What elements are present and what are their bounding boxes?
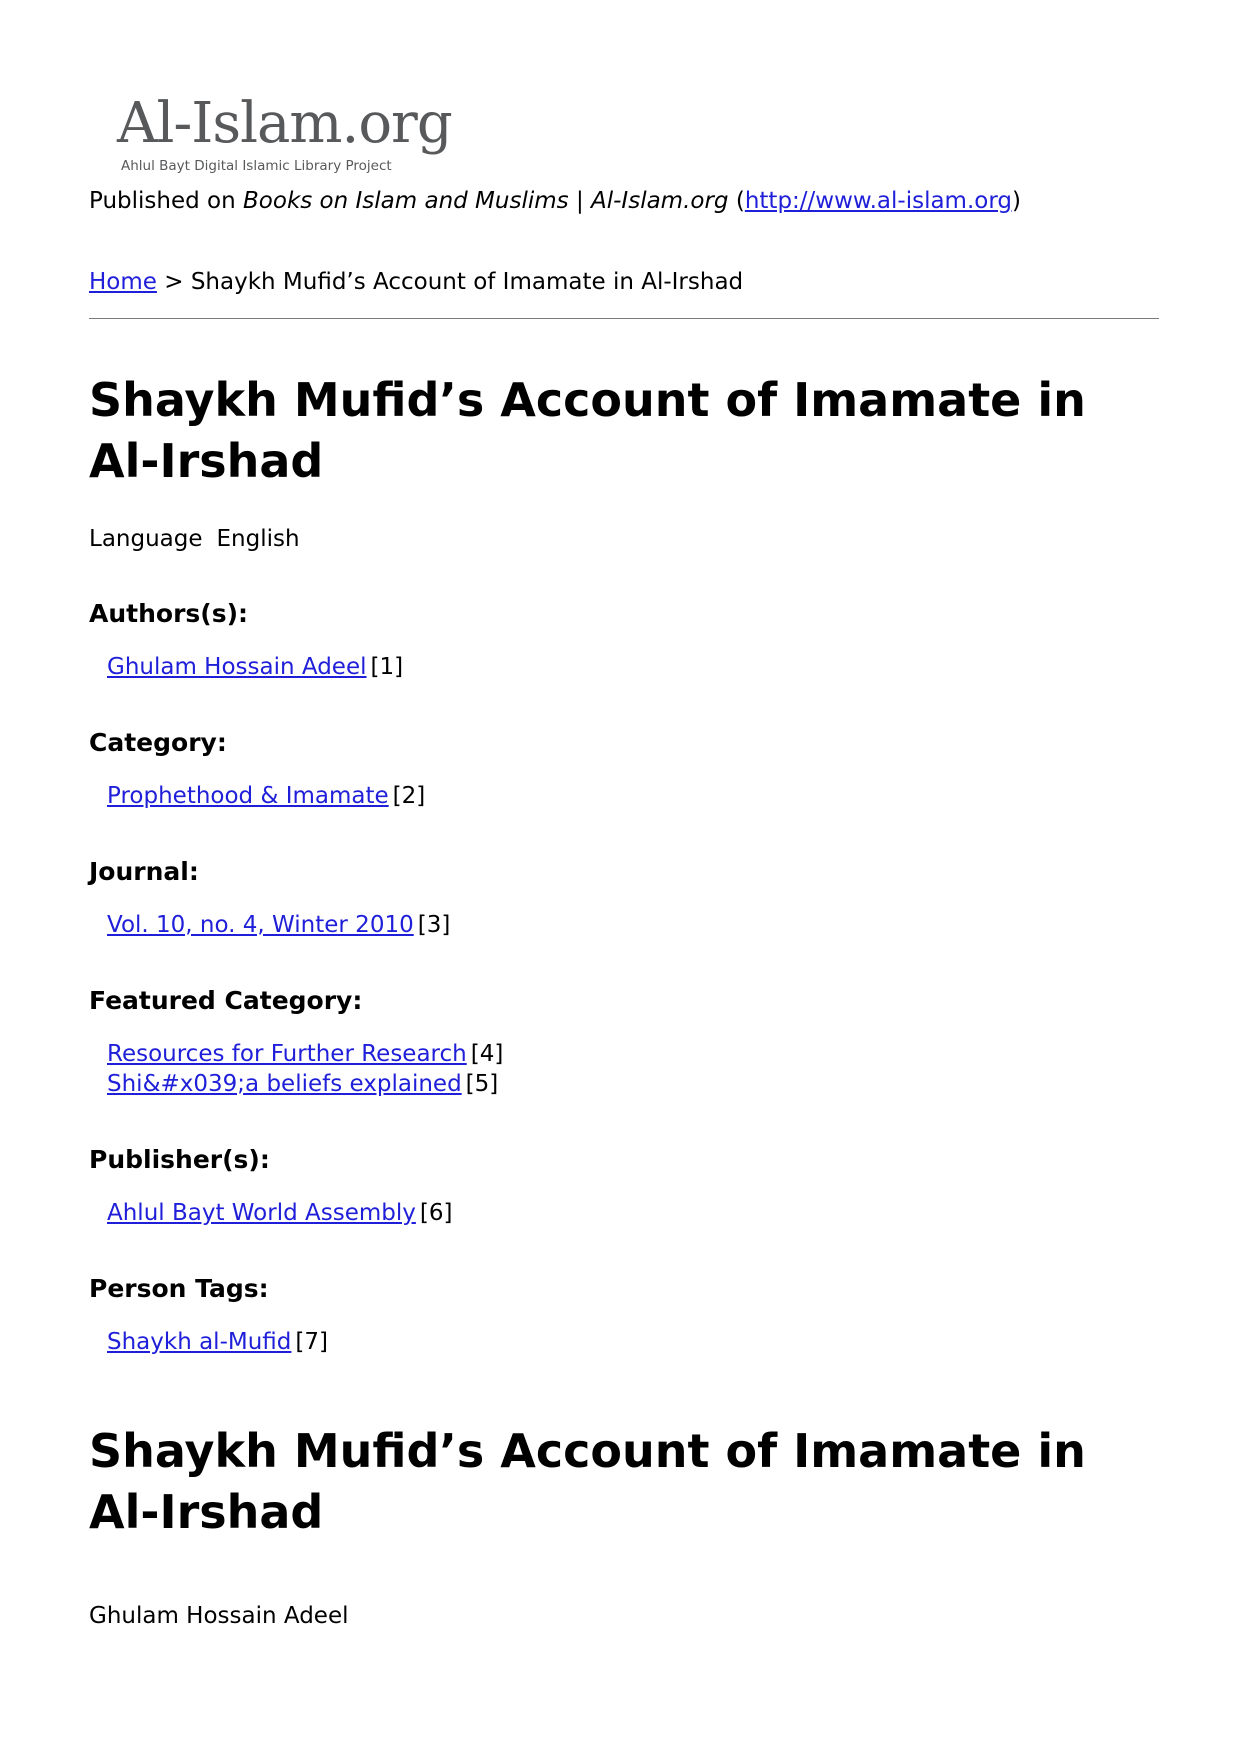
authors-label: Authors(s):	[89, 599, 249, 628]
language-row	[89, 524, 300, 554]
logo-tagline: Ahlul Bayt Digital Islamic Library Project	[121, 158, 392, 174]
category-label: Category:	[89, 728, 227, 757]
published-on-line	[89, 186, 1021, 216]
published-url-link[interactable]: http://www.al-islam.org	[744, 188, 1013, 214]
journal-ref: [3]	[417, 912, 451, 938]
featured-category-label: Featured Category:	[89, 986, 363, 1015]
site-logo[interactable]	[117, 92, 477, 178]
person-tags-label: Person Tags:	[89, 1274, 269, 1303]
language-value: English	[216, 526, 300, 552]
logo-wordmark: Al-Islam.org	[117, 91, 452, 156]
authors-item	[107, 652, 403, 682]
page-title: Shaykh Mufid’s Account of Imamate in Al-Irshad	[89, 373, 1086, 488]
featured-category-item	[107, 1069, 498, 1099]
published-close-paren: )	[1012, 188, 1021, 214]
person-tag-link[interactable]: Shaykh al-Mufid	[107, 1329, 292, 1355]
publisher-link[interactable]: Ahlul Bayt World Assembly	[107, 1200, 416, 1226]
breadcrumb-home-link[interactable]: Home	[89, 269, 157, 295]
language-label: Language	[89, 526, 203, 552]
person-tags-item	[107, 1327, 328, 1357]
published-open-paren: (	[728, 188, 745, 214]
person-tag-ref: [7]	[295, 1329, 328, 1355]
breadcrumb	[89, 267, 743, 297]
journal-item	[107, 910, 450, 940]
featured-category-ref: [4]	[470, 1041, 504, 1067]
publishers-label: Publisher(s):	[89, 1145, 270, 1174]
author-link[interactable]: Ghulam Hossain Adeel	[107, 654, 367, 680]
category-item	[107, 781, 425, 811]
featured-category-link[interactable]: Resources for Further Research	[107, 1041, 467, 1067]
body-title: Shaykh Mufid’s Account of Imamate in Al-Irshad	[89, 1424, 1086, 1539]
publishers-item	[107, 1198, 452, 1228]
breadcrumb-separator: >	[156, 269, 191, 295]
featured-category-item	[107, 1039, 503, 1069]
published-prefix: Published on	[89, 188, 244, 214]
journal-link[interactable]: Vol. 10, no. 4, Winter 2010	[107, 912, 414, 938]
featured-category-ref: [5]	[465, 1071, 499, 1097]
publisher-ref: [6]	[419, 1200, 453, 1226]
header-divider	[89, 318, 1159, 319]
journal-label: Journal:	[89, 857, 199, 886]
category-link[interactable]: Prophethood & Imamate	[107, 783, 389, 809]
featured-category-link[interactable]: Shi&#x039;a beliefs explained	[107, 1071, 462, 1097]
category-ref: [2]	[392, 783, 426, 809]
body-author: Ghulam Hossain Adeel	[89, 1603, 349, 1629]
breadcrumb-current: Shaykh Mufid’s Account of Imamate in Al-Irshad	[190, 269, 744, 295]
published-site-name: Books on Islam and Muslims | Al-Islam.org	[243, 188, 729, 214]
author-ref: [1]	[370, 654, 404, 680]
